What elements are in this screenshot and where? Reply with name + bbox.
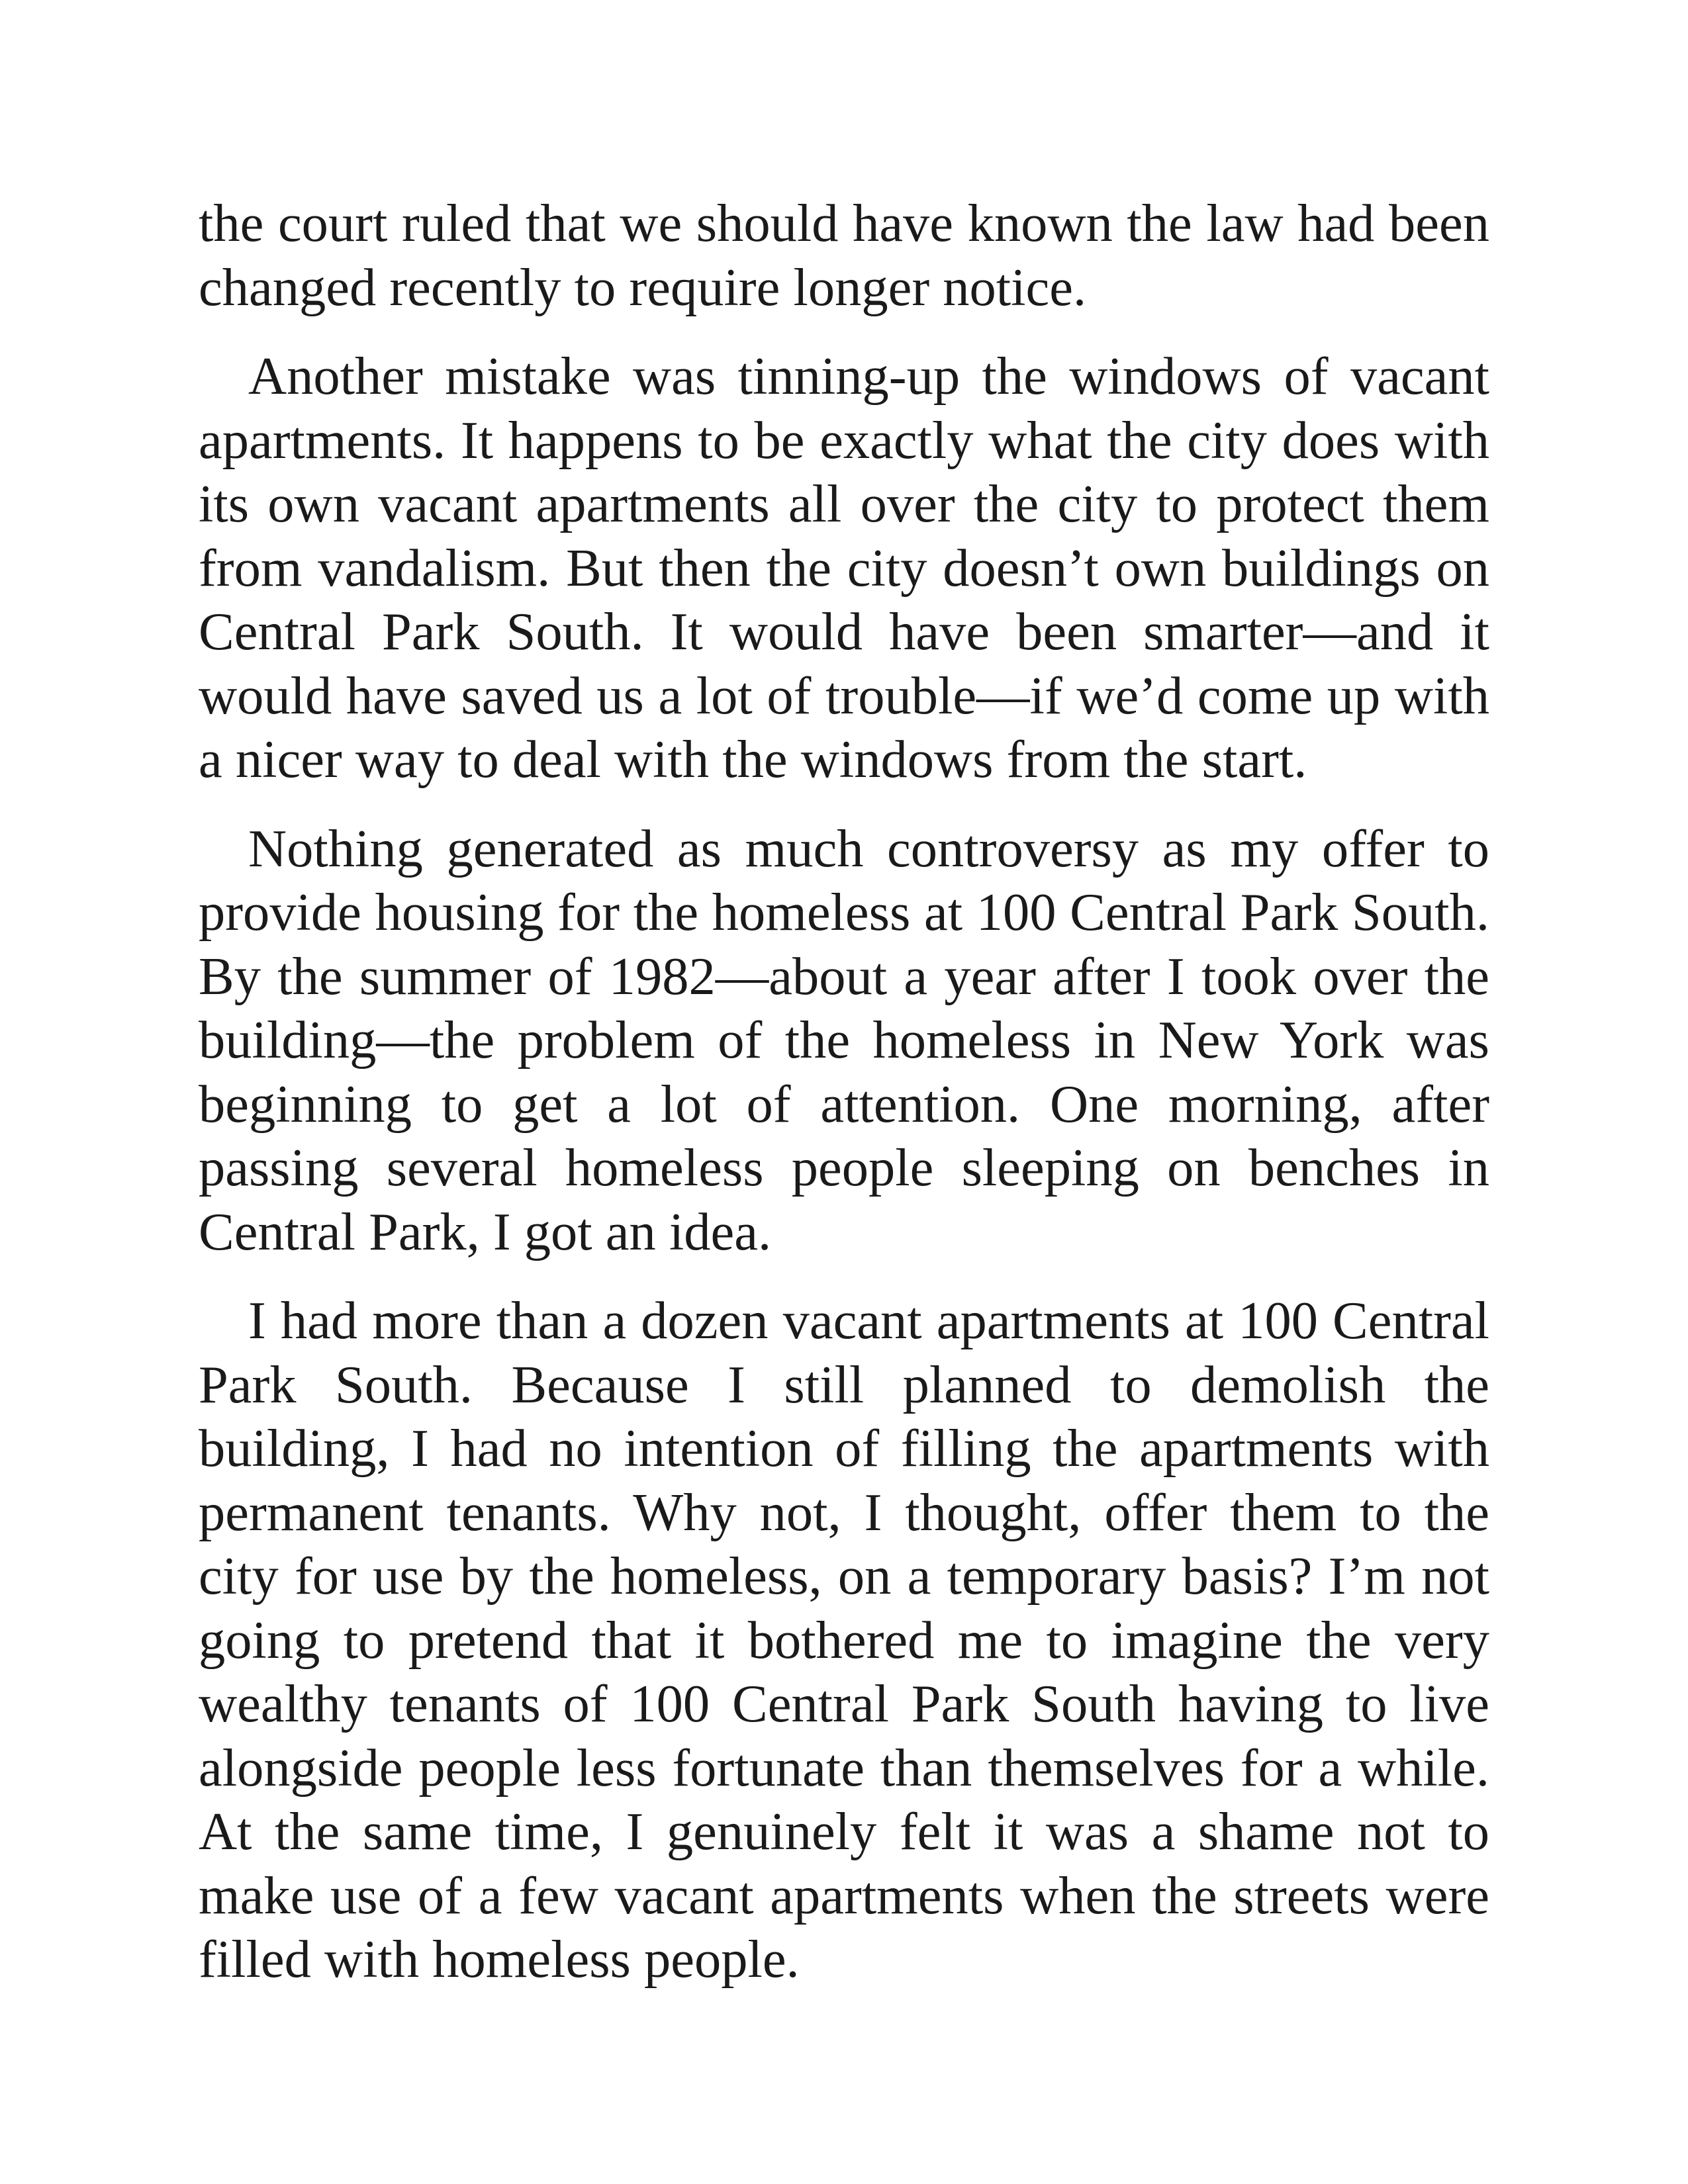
paragraph-homeless-offer: Nothing generated as much controversy as my offer to provide housing for the homeless at 100 Central Park South. By the summer of 1982—about a year after I took over the building—the problem of the homeless in New York was beginning to get a lot of attention. One morning, after passing several homeless people sleeping on benches in Central Park, I got an idea.	[199, 819, 1489, 1261]
paragraph-vacant-apartments: I had more than a dozen vacant apartments at 100 Central Park South. Because I still planned to demolish the building, I had no intention of filling the apartments with permanent tenants. Why not, I thought, offer them to the city for use by the homeless, on a temporary basis? I’m not going to pretend that it bothered me to imagine the very wealthy tenants of 100 Central Park South having to live alongside people less fortunate than themselves for a while. At the same time, I genuinely felt it was a shame not to make use of a few vacant apartments when the streets were filled with homeless people.	[199, 1291, 1489, 1989]
paragraph-continued: the court ruled that we should have known the law had been changed recently to require longer notice.	[199, 194, 1489, 317]
paragraph-tinning-up-windows: Another mistake was tinning-up the windows of vacant apartments. It happens to be exactly what the city does with its own vacant apartments all over the city to protect them from vandalism. But then the city doesn’t own buildings on Central Park South. It would have been smarter—and it would have saved us a lot of trouble—if we’d come up with a nicer way to deal with the windows from the start.	[199, 347, 1489, 789]
book-page	[199, 192, 1489, 2017]
